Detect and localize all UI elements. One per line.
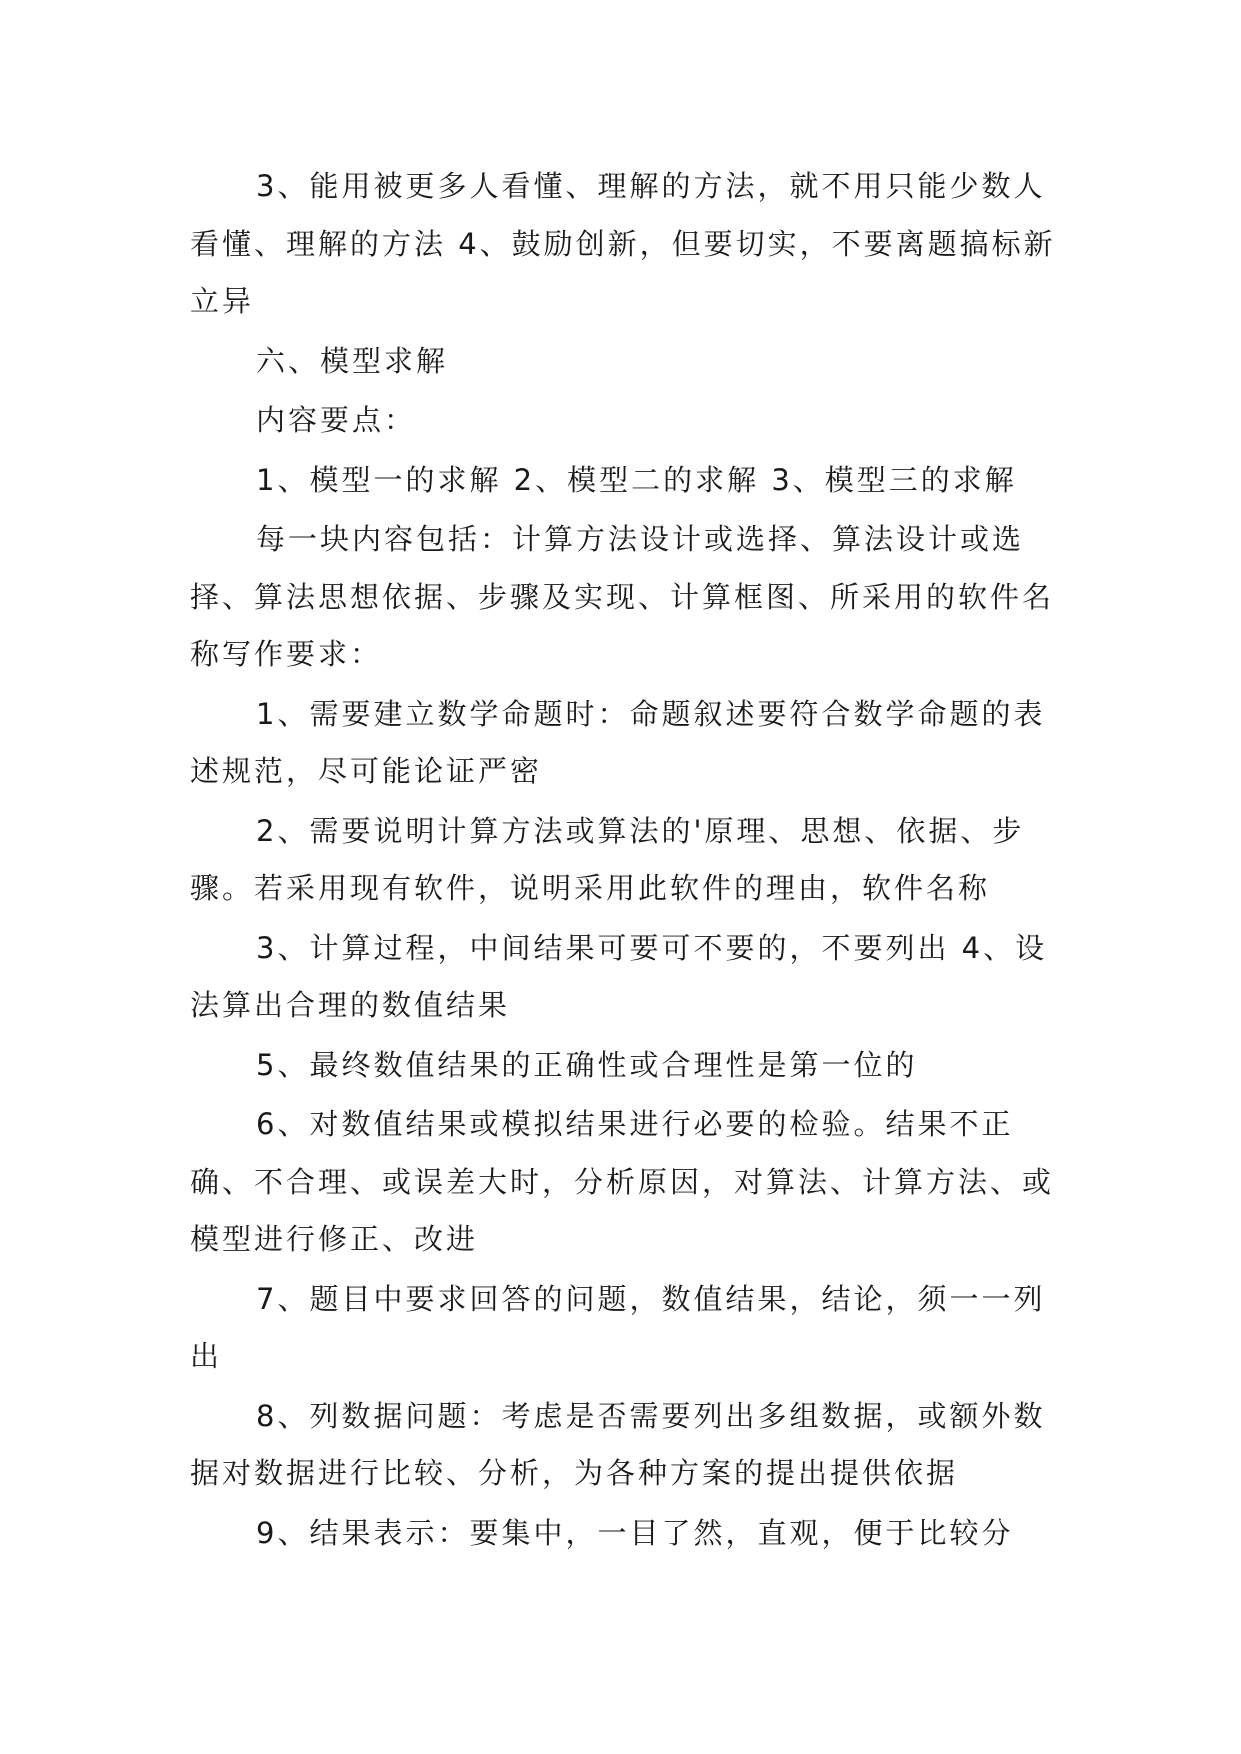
paragraph-requirement-8: 8、列数据问题：考虑是否需要列出多组数据，或额外数据对数据进行比较、分析，为各种方案的提出提供依据 (190, 1398, 1046, 1490)
paragraph-key-points-label: 内容要点： (256, 403, 417, 437)
paragraph-requirement-2: 2、需要说明计算方法或算法的'原理、思想、依据、步骤。若采用现有软件，说明采用此软件的理由，软件名称 (190, 813, 1025, 905)
paragraph-content-includes: 每一块内容包括：计算方法设计或选择、算法设计或选择、算法思想依据、步骤及实现、计算框图、所采用的软件名称写作要求： (190, 522, 1055, 671)
paragraph-requirement-5: 5、最终数值结果的正确性或合理性是第一位的 (256, 1047, 918, 1082)
paragraph-principle-3-4: 3、能用被更多人看懂、理解的方法，就不用只能少数人看懂、理解的方法 4、鼓励创新，但要切实，不要离题搞标新立异 (190, 169, 1056, 318)
paragraph-requirement-3-4: 3、计算过程，中间结果可要可不要的，不要列出 4、设法算出合理的数值结果 (190, 930, 1048, 1022)
paragraph-requirement-7: 7、题目中要求回答的问题，数值结果，结论，须一一列出 (190, 1281, 1046, 1373)
paragraph-requirement-6: 6、对数值结果或模拟结果进行必要的检验。结果不正确、不合理、或误差大时，分析原因，对算法、计算方法、或模型进行修正、改进 (190, 1107, 1055, 1256)
paragraph-requirement-9: 9、结果表示：要集中，一目了然，直观，便于比较分 (256, 1515, 1014, 1550)
section-heading-model-solving: 六、模型求解 (256, 343, 449, 378)
document-body (190, 158, 1060, 1564)
paragraph-requirement-1: 1、需要建立数学命题时：命题叙述要符合数学命题的表述规范，尽可能论证严密 (190, 696, 1046, 788)
paragraph-model-list: 1、模型一的求解 2、模型二的求解 3、模型三的求解 (256, 462, 1017, 497)
